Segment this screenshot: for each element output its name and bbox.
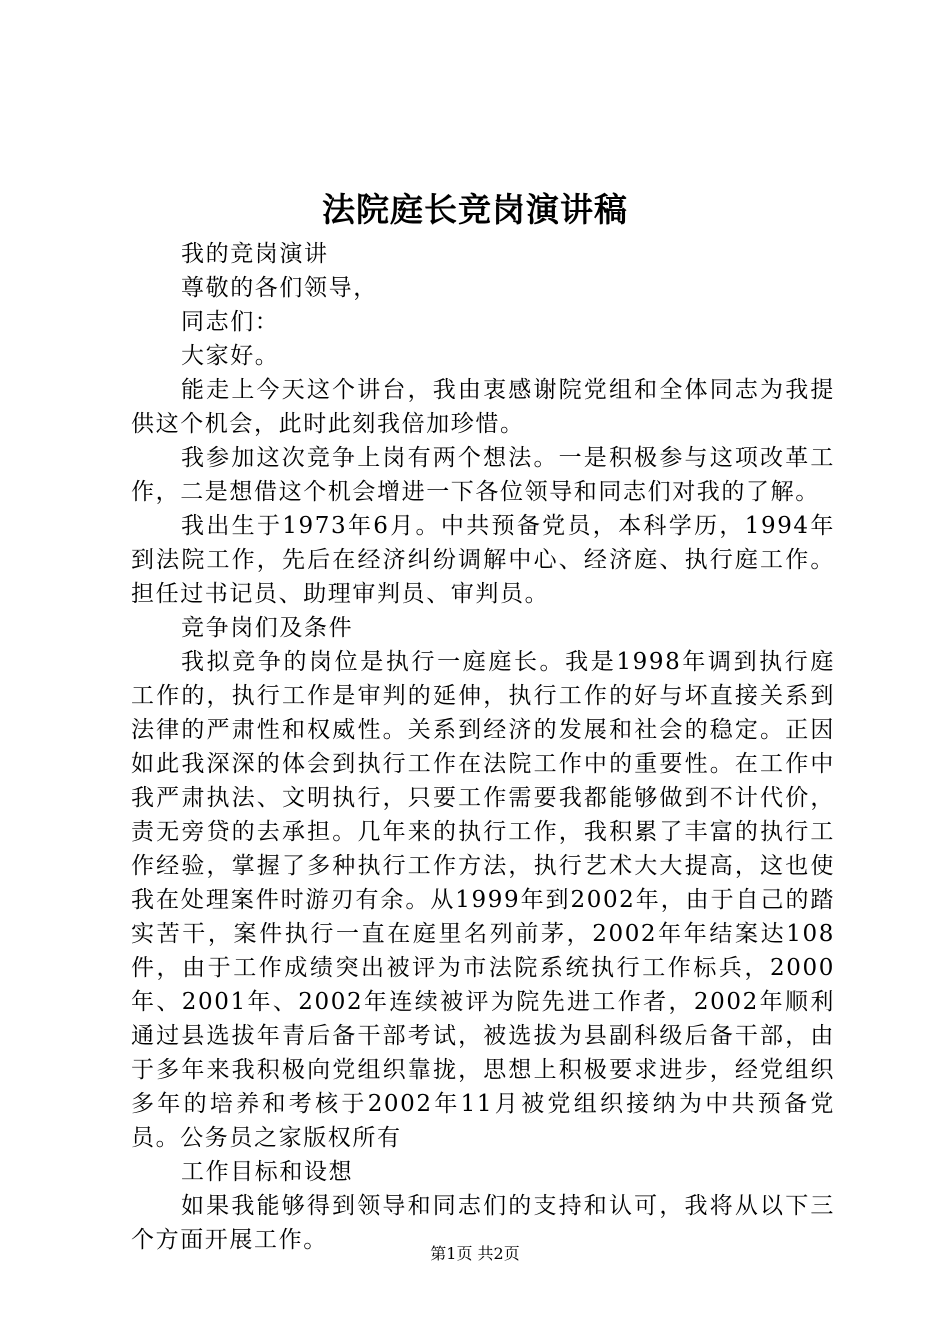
section-heading-position: 竞争岗们及条件	[181, 615, 354, 641]
paragraph-salutation-leaders: 尊敬的各们领导，	[181, 275, 378, 301]
page-footer: 第1页 共2页	[430, 1244, 520, 1263]
paragraph-motivation: 我参加这次竞争上岗有两个想法。一是积极参与这项改革工作，二是想借这个机会增进一下各位领导和同志们对我的了解。	[131, 445, 835, 505]
paragraph-position-details: 我拟竞争的岗位是执行一庭庭长。我是1998年调到执行庭工作的，执行工作是审判的延伸，执行工作的好与坏直接关系到法律的严肃性和权威性。关系到经济的发展和社会的稳定。正因如此我深深的体会到执行工作在法院工作中的重要性。在工作中我严肃执法、文明执行，只要工作需要我都能够做到不计代价，责无旁贷的去承担。几年来的执行工作，我积累了丰富的执行工作经验，掌握了多种执行工作方法，执行艺术大大提高，这也使我在处理案件时游刃有余。从1999年到2002年，由于自己的踏实苦干，案件执行一直在庭里名列前茅，2002年年结案达108件，由于工作成绩突出被评为市法院系统执行工作标兵，2000年、2001年、2002年连续被评为院先进工作者，2002年顺利通过县选拔年青后备干部考试，被选拔为县副科级后备干部，由于多年来我积极向党组织靠拢，思想上积极要求进步，经党组织多年的培养和考核于2002年11月被党组织接纳为中共预备党员。公务员之家版权所有	[131, 649, 835, 1151]
paragraph-greeting-heading: 我的竞岗演讲	[181, 241, 329, 267]
paragraph-salutation-comrades: 同志们：	[181, 309, 280, 335]
paragraph-background: 我出生于1973年6月。中共预备党员，本科学历，1994年到法院工作，先后在经济纠纷调解中心、经济庭、执行庭工作。担任过书记员、助理审判员、审判员。	[131, 513, 835, 607]
document-title: 法院庭长竞岗演讲稿	[322, 190, 628, 229]
paragraph-hello: 大家好。	[181, 343, 280, 369]
paragraph-thanks: 能走上今天这个讲台，我由衷感谢院党组和全体同志为我提供这个机会，此时此刻我倍加珍惜。	[131, 377, 835, 437]
section-heading-goals: 工作目标和设想	[181, 1159, 354, 1185]
document-body	[131, 237, 835, 1257]
paragraph-goals-intro: 如果我能够得到领导和同志们的支持和认可，我将从以下三个方面开展工作。	[131, 1193, 835, 1253]
